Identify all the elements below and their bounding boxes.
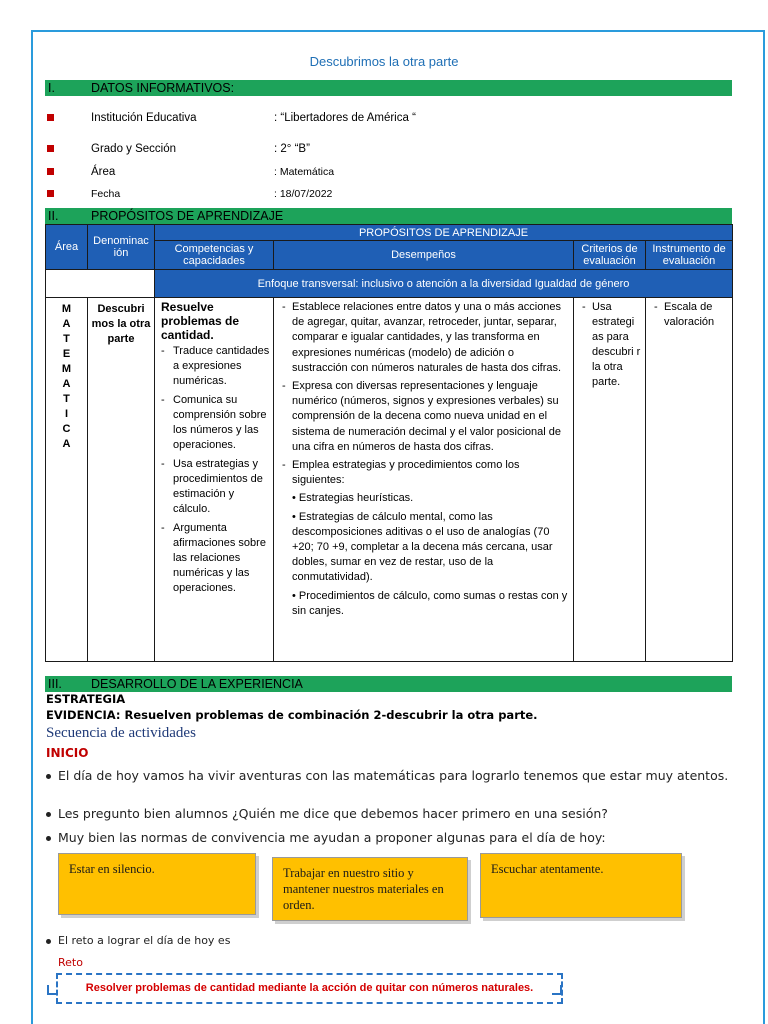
bullet-text: El día de hoy vamos ha vivir aventuras con las matemáticas para lograrlo tenemos que estar muy atentos. <box>58 768 729 783</box>
section-2-header <box>45 208 732 224</box>
area-letter: T <box>63 333 70 345</box>
reto-label: Reto <box>58 956 83 969</box>
red-square-bullet-icon <box>47 114 54 121</box>
reto-intro-text: El reto a lograr el día de hoy es <box>58 934 231 947</box>
red-square-bullet-icon <box>47 145 54 152</box>
evidencia-text: EVIDENCIA: Resuelven problemas de combinación 2-descubrir la otra parte. <box>46 708 538 722</box>
enfoque-transversal: Enfoque transversal: inclusivo o atención a la diversidad Igualdad de género <box>155 270 733 298</box>
reto-box: Resolver problemas de cantidad mediante la acción de quitar con números naturales. <box>56 973 563 1004</box>
norma-card-sitio: Trabajar en nuestro sitio y mantener nuestros materiales en orden. <box>272 857 468 921</box>
info-value: : Matemática <box>274 166 335 178</box>
area-letter: M <box>61 363 72 375</box>
section-3-title: DESARROLLO DE LA EXPERIENCIA <box>91 677 303 691</box>
red-square-bullet-icon <box>47 168 54 175</box>
competencias-cell <box>155 298 274 662</box>
header-denominacion: Denominac ión <box>88 225 155 270</box>
competencia-title: Resuelve problemas de cantidad. <box>161 300 240 342</box>
desempenos-list <box>274 298 573 619</box>
info-value: : 18/07/2022 <box>274 188 333 200</box>
bullet-text: Les pregunto bien alumnos ¿Quién me dice que debemos hacer primero en una sesión? <box>58 806 608 821</box>
reto-intro <box>46 934 230 947</box>
capacidad-item: - Usa estrategias y procedimientos de estimación y cálculo. <box>161 457 271 517</box>
header-desempenos: Desempeños <box>274 241 574 270</box>
desempeno-item: - Expresa con diversas representaciones y lenguaje numérico (números, signos y expresiones verbales) su comprensión de la decena como nueva unidad en el sistema de numeración decimal y el valor posicional de una cifra en números de hasta dos cifras. <box>282 379 569 455</box>
capacidad-item: - Argumenta afirmaciones sobre las relaciones numéricas y las operaciones. <box>161 521 271 596</box>
header-criterios: Criterios de evaluación <box>574 241 646 270</box>
area-letter: T <box>63 393 70 405</box>
area-vertical-cell <box>46 298 88 662</box>
section-3-number: III. <box>48 677 62 691</box>
capacidades-list <box>155 342 273 596</box>
capacidad-item: - Traduce cantidades a expresiones numéricas. <box>161 344 271 389</box>
denominacion-cell: Descubri mos la otra parte <box>88 298 155 662</box>
info-label: Grado y Sección <box>91 143 177 155</box>
bullet-dot-icon <box>46 939 51 944</box>
area-letter: A <box>62 378 71 390</box>
desempeno-item: - Establece relaciones entre datos y una o más acciones de agregar, quitar, avanzar, retroceder, juntar, separar, comparar e igualar cantidades, y las transforma en expresiones numéricas (modelo) de adición o sustracción con números naturales de hasta dos cifras. <box>282 300 569 376</box>
section-1-title: DATOS INFORMATIVOS: <box>91 81 235 95</box>
bullet-dot-icon <box>46 836 51 841</box>
section-3-header <box>45 676 732 692</box>
info-label: Fecha <box>91 188 121 200</box>
desempenos-cell <box>274 298 574 662</box>
bullet-item <box>46 768 736 784</box>
instrumento-cell: - Escala de valoración <box>646 298 733 662</box>
section-2-title: PROPÓSITOS DE APRENDIZAJE <box>91 209 284 223</box>
info-value: : “Libertadores de América “ <box>274 112 416 124</box>
propositos-table <box>45 224 733 662</box>
red-square-bullet-icon <box>47 190 54 197</box>
document-title: Descubrimos la otra parte <box>309 54 459 69</box>
capacidad-item: - Comunica su comprensión sobre los números y las operaciones. <box>161 393 271 453</box>
area-letter: M <box>61 303 72 315</box>
criterio-cell: - Usa estrategi as para descubri r la otra parte. <box>574 298 646 662</box>
header-instrumento: Instrumento de evaluación <box>646 241 733 270</box>
norma-card-escuchar: Escuchar atentamente. <box>480 853 682 918</box>
info-label: Área <box>91 166 116 178</box>
section-1-header <box>45 80 732 96</box>
area-letter: I <box>64 408 69 420</box>
desempeno-subitem: • Estrategias heurísticas. <box>292 492 414 505</box>
norma-card-silencio: Estar en silencio. <box>58 853 256 915</box>
bullet-dot-icon <box>46 774 51 779</box>
bullet-item <box>46 806 736 822</box>
desempeno-subitem: • Estrategias de cálculo mental, como las descomposiciones aditivas o el uso de analogías (70 +20; 70 +9, completar a la decena más cercana, usar dobles, sumar en vez de restar, uso de la conmutatividad). <box>292 510 553 584</box>
bullet-item <box>46 830 736 846</box>
header-area: Área <box>46 225 88 270</box>
area-letter: A <box>62 438 71 450</box>
secuencia-title: Secuencia de actividades <box>46 725 196 741</box>
desempeno-item: - Emplea estrategias y procedimientos como los siguientes: <box>282 458 569 488</box>
section-2-number: II. <box>48 209 59 223</box>
inicio-label: INICIO <box>46 746 89 760</box>
area-letter: A <box>62 318 71 330</box>
bullet-dot-icon <box>46 812 51 817</box>
area-letter: E <box>62 348 71 360</box>
info-value: : 2° “B” <box>274 143 310 155</box>
spacer-cell <box>46 270 155 298</box>
bullet-text: Muy bien las normas de convivencia me ayudan a proponer algunas para el día de hoy: <box>58 830 606 845</box>
estrategia-label: ESTRATEGIA <box>46 692 126 706</box>
section-1-number: I. <box>48 81 55 95</box>
header-propositos: PROPÓSITOS DE APRENDIZAJE <box>155 225 733 241</box>
header-competencias: Competencias y capacidades <box>155 241 274 270</box>
desempeno-subitem: • Procedimientos de cálculo, como sumas o restas con y sin canjes. <box>292 589 568 617</box>
info-label: Institución Educativa <box>91 112 197 124</box>
area-letter: C <box>62 423 71 435</box>
